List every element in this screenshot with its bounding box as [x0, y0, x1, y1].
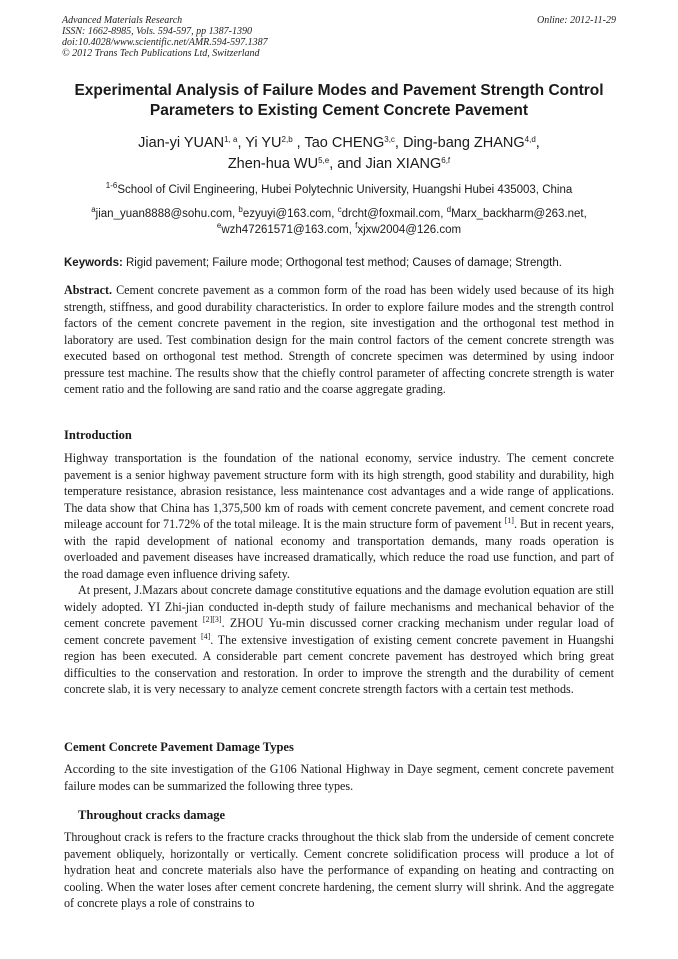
email-superscript: b — [238, 205, 243, 214]
author-superscript: 6,f — [441, 156, 451, 165]
author-name: , Yi YU — [237, 135, 282, 151]
affiliation-text: School of Civil Engineering, Hubei Polytechnic University, Huangshi Hubei 435003, China — [117, 184, 573, 196]
title-line-2: Parameters to Existing Cement Concrete Pavement — [149, 102, 529, 119]
abstract — [64, 282, 614, 398]
email-superscript: d — [446, 205, 452, 214]
author-name: , Tao CHENG — [292, 135, 385, 151]
email-superscript: e — [216, 221, 222, 230]
introduction-paragraph-2 — [64, 582, 614, 698]
damage-types-body — [64, 761, 614, 794]
author-superscript: 4,d — [524, 135, 536, 144]
author-superscript: 2,b — [281, 135, 293, 144]
author-superscript: 5,e — [318, 156, 330, 165]
email-superscript: a — [91, 205, 96, 214]
copyright-line: © 2012 Trans Tech Publications Ltd, Switzerland — [62, 48, 260, 59]
author-list — [40, 133, 638, 175]
abstract-label: Abstract. — [64, 283, 113, 297]
author-superscript: 1, a — [224, 135, 238, 144]
paragraph-text: . The extensive investigation of existing cement concrete pavement in Huangshi region has been executed. A considerable part cement concrete pavement has destroyed which bring great difficulties to the conservation and restoration. In order to improve the strength and the durability of cement concrete slab, it is very necessary to analyze cement concrete strength factors with a certain test methods. — [64, 632, 615, 696]
section-heading-introduction: Introduction — [64, 428, 132, 442]
citation-ref[interactable]: [2][3] — [202, 615, 222, 624]
email-superscript: c — [337, 205, 342, 214]
section-heading-damage-types: Cement Concrete Pavement Damage Types — [64, 740, 294, 754]
citation-ref[interactable]: [1] — [504, 516, 514, 525]
author-line-1 — [40, 133, 638, 154]
subsection-heading-throughout-cracks: Throughout cracks damage — [78, 808, 226, 822]
author-line-2 — [40, 154, 638, 175]
keywords — [64, 256, 624, 270]
author-name: , Ding-bang ZHANG — [394, 135, 525, 151]
email-link[interactable]: wzh47261571@163.com, — [221, 224, 356, 236]
email-line-1 — [40, 206, 638, 222]
email-link[interactable]: ezyuyi@163.com, — [242, 208, 338, 220]
damage-types-paragraph: According to the site investigation of the G106 National Highway in Daye segment, cement concrete pavement failure modes can be summarized the following three types. — [64, 762, 614, 793]
author-superscript: 3,c — [384, 135, 395, 144]
author-name: Jian-yi YUAN — [138, 135, 225, 151]
throughout-cracks-paragraph: Throughout crack is refers to the fracture cracks throughout the thick slab from the underside of cement concrete pavement obliquely, horizontally or vertically. Cement concrete solidification process will produce a lot of hydration heat and concrete materials also have the performance of expanding on heating and contracting on cooling. When the water loses after cement concrete hardening, the cement slurry will shrink. And the aggregate of concrete plays a role of constrains to — [64, 830, 614, 910]
title-line-1: Experimental Analysis of Failure Modes and Pavement Strength Control — [74, 82, 604, 99]
keywords-text: Rigid pavement; Failure mode; Orthogonal test method; Causes of damage; Strength. — [122, 257, 562, 269]
paragraph-text: . But in recent years, with the rapid development of national economy and transportation demands, many roads operation is overloaded and pavement diseases have increased dramatically, which reduce the road use function, and part of the road damage even influence driving safety. — [64, 517, 615, 581]
introduction-body — [64, 450, 614, 698]
introduction-paragraph-1 — [64, 450, 614, 582]
paragraph-text: Highway transportation is the foundation of the national economy, service industry. The cement concrete pavement is a senior highway pavement structure form with its high strength, good stability and durability, high temperature resistance, abrasion resistance, less maintenance cost advantages and a wide range of applications. The data show that China has 1,375,500 km of roads with cement concrete pavement, and cement concrete road mileage account for 71.72% of the total mileage. It is the main structure form of pavement — [64, 451, 614, 531]
email-link[interactable]: jian_yuan8888@sohu.com, — [95, 208, 239, 220]
affiliation — [40, 183, 638, 197]
citation-ref[interactable]: [4] — [200, 631, 211, 641]
email-list — [40, 206, 638, 238]
online-date: Online: 2012-11-29 — [537, 15, 616, 26]
journal-header — [62, 15, 616, 59]
keywords-label: Keywords: — [64, 257, 123, 269]
issn-line: ISSN: 1662-8985, Vols. 594-597, pp 1387-1390 — [62, 26, 252, 37]
email-link[interactable]: xjxw2004@126.com — [357, 224, 462, 236]
author-name: , and Jian XIANG — [329, 156, 442, 172]
paragraph-text: . ZHOU Yu-min discussed corner cracking mechanism under regular load of cement concrete pavement — [64, 616, 615, 647]
paragraph-text: At present, J.Mazars about concrete damage constitutive equations and the damage evolution equation are still widely adopted. YI Zhi-jian conducted in-depth study of failure mechanisms and mechanical behavior of the cement concrete pavement — [64, 583, 614, 630]
author-name: Zhen-hua WU — [227, 156, 319, 172]
abstract-text: Cement concrete pavement as a common form of the road has been widely used because of its high strength, stiffness, and good durability characteristics. In order to explore failure modes and the strength control factors of the cement concrete pavement in the region, site investigation and the orthogonal test method in laboratory are used. Test combination design for the main control factors of the cement concrete strength was executed based on orthogonal test method. Strength of concrete specimen was determined by using indoor pressure test machine. The results show that the chiefly control parameter of affecting concrete strength is water cement ratio and the following are sand ratio and the coarse aggregate grading. — [64, 283, 614, 396]
email-link[interactable]: Marx_backharm@263.net, — [451, 208, 587, 220]
author-separator: , — [535, 135, 540, 151]
journal-name: Advanced Materials Research — [62, 15, 183, 26]
email-superscript: f — [355, 221, 358, 230]
email-link[interactable]: drcht@foxmail.com, — [341, 208, 447, 220]
affiliation-superscript: 1-6 — [105, 181, 118, 190]
throughout-cracks-body — [64, 829, 614, 912]
doi-line: doi:10.4028/www.scientific.net/AMR.594-597.1387 — [62, 37, 268, 48]
email-line-2 — [40, 222, 638, 238]
paper-title — [40, 81, 638, 121]
